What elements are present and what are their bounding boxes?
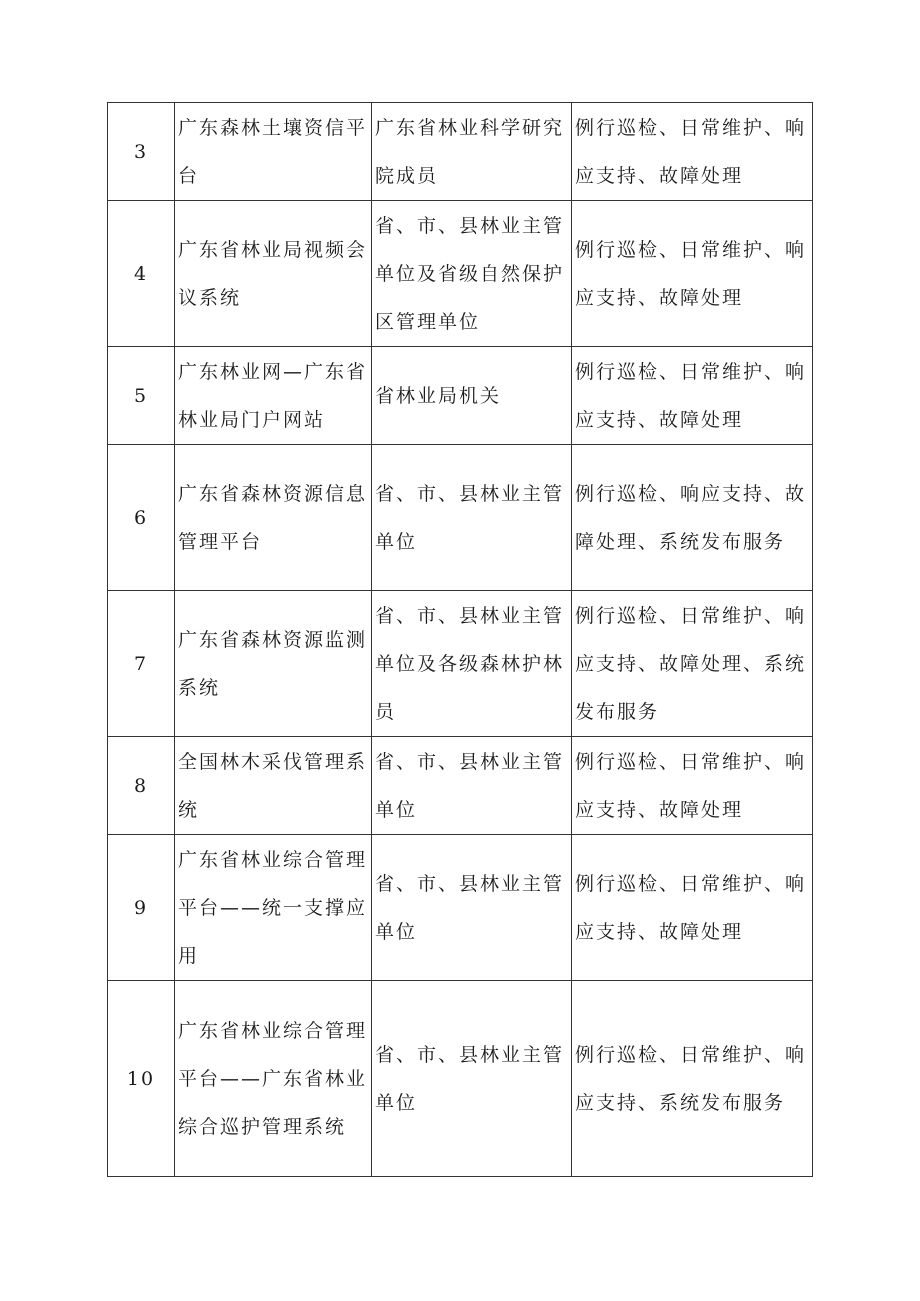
system-name: 广东森林土壤资信平台 (175, 103, 372, 201)
service-content: 例行巡检、日常维护、响应支持、系统发布服务 (572, 981, 813, 1177)
table-row (108, 737, 813, 835)
row-number: 5 (108, 347, 175, 445)
user-unit: 广东省林业科学研究院成员 (372, 103, 572, 201)
systems-table (107, 102, 813, 1177)
system-name: 广东林业网—广东省林业局门户网站 (175, 347, 372, 445)
service-content: 例行巡检、响应支持、故障处理、系统发布服务 (572, 445, 813, 591)
row-number: 6 (108, 445, 175, 591)
service-content: 例行巡检、日常维护、响应支持、故障处理、系统发布服务 (572, 591, 813, 737)
table-row (108, 201, 813, 347)
table-row (108, 347, 813, 445)
user-unit: 省、市、县林业主管单位 (372, 737, 572, 835)
service-content: 例行巡检、日常维护、响应支持、故障处理 (572, 347, 813, 445)
row-number: 7 (108, 591, 175, 737)
user-unit: 省、市、县林业主管单位 (372, 445, 572, 591)
row-number: 10 (108, 981, 175, 1177)
row-number: 9 (108, 835, 175, 981)
row-number: 8 (108, 737, 175, 835)
service-content: 例行巡检、日常维护、响应支持、故障处理 (572, 737, 813, 835)
user-unit: 省林业局机关 (372, 347, 572, 445)
table-row (108, 591, 813, 737)
user-unit: 省、市、县林业主管单位及各级森林护林员 (372, 591, 572, 737)
service-content: 例行巡检、日常维护、响应支持、故障处理 (572, 835, 813, 981)
system-name: 全国林木采伐管理系统 (175, 737, 372, 835)
system-name: 广东省森林资源监测系统 (175, 591, 372, 737)
system-name: 广东省林业综合管理平台——统一支撑应用 (175, 835, 372, 981)
user-unit: 省、市、县林业主管单位 (372, 835, 572, 981)
table-row (108, 445, 813, 591)
table-row (108, 835, 813, 981)
system-name: 广东省林业综合管理平台——广东省林业综合巡护管理系统 (175, 981, 372, 1177)
row-number: 3 (108, 103, 175, 201)
service-content: 例行巡检、日常维护、响应支持、故障处理 (572, 201, 813, 347)
system-name: 广东省森林资源信息管理平台 (175, 445, 372, 591)
row-number: 4 (108, 201, 175, 347)
service-content: 例行巡检、日常维护、响应支持、故障处理 (572, 103, 813, 201)
user-unit: 省、市、县林业主管单位 (372, 981, 572, 1177)
table-row (108, 981, 813, 1177)
system-name: 广东省林业局视频会议系统 (175, 201, 372, 347)
table-row (108, 103, 813, 201)
user-unit: 省、市、县林业主管单位及省级自然保护区管理单位 (372, 201, 572, 347)
